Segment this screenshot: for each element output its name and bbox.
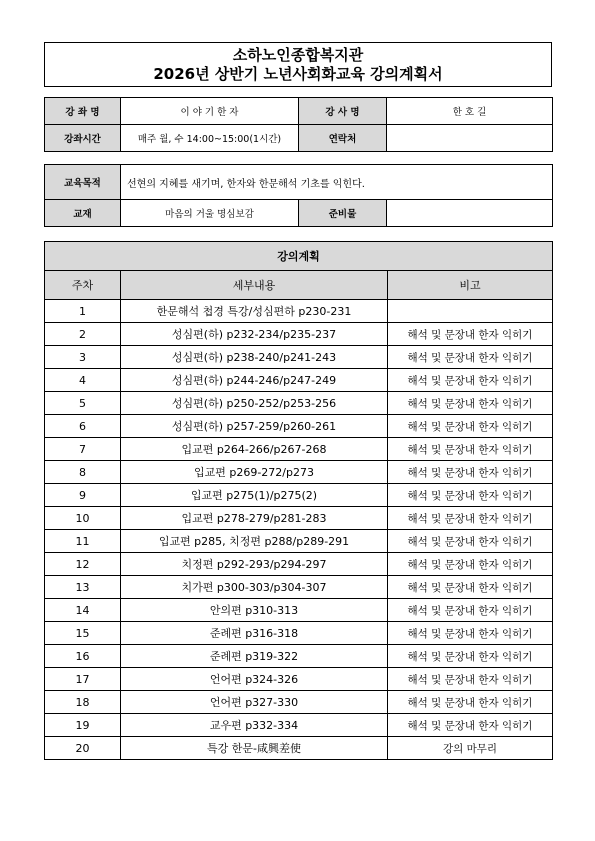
note-cell: 해석 및 문장내 한자 익히기: [388, 346, 553, 369]
plan-row: [45, 668, 553, 691]
week-cell: 2: [45, 323, 121, 346]
week-cell: 6: [45, 415, 121, 438]
textbook-value: 마음의 거울 명심보감: [121, 200, 299, 227]
col-week-header: 주차: [45, 271, 121, 300]
content-cell: 성심편(하) p244-246/p247-249: [121, 369, 388, 392]
week-cell: 14: [45, 599, 121, 622]
teacher-name-label: 강 사 명: [299, 98, 387, 125]
note-cell: 해석 및 문장내 한자 익히기: [388, 438, 553, 461]
week-cell: 16: [45, 645, 121, 668]
plan-row: [45, 530, 553, 553]
plan-row: [45, 737, 553, 760]
plan-row: [45, 576, 553, 599]
note-cell: 해석 및 문장내 한자 익히기: [388, 668, 553, 691]
content-cell: 준례편 p319-322: [121, 645, 388, 668]
plan-row: [45, 369, 553, 392]
week-cell: 17: [45, 668, 121, 691]
week-cell: 4: [45, 369, 121, 392]
week-cell: 11: [45, 530, 121, 553]
content-cell: 성심편(하) p250-252/p253-256: [121, 392, 388, 415]
content-cell: 입교편 p275(1)/p275(2): [121, 484, 388, 507]
document-title: [44, 42, 552, 87]
content-cell: 입교편 p285, 치정편 p288/p289-291: [121, 530, 388, 553]
content-cell: 치가편 p300-303/p304-307: [121, 576, 388, 599]
lecture-time-label: 강좌시간: [45, 125, 121, 152]
plan-row: [45, 645, 553, 668]
week-cell: 1: [45, 300, 121, 323]
week-cell: 3: [45, 346, 121, 369]
note-cell: 해석 및 문장내 한자 익히기: [388, 369, 553, 392]
contact-label: 연락처: [299, 125, 387, 152]
note-cell: 해석 및 문장내 한자 익히기: [388, 553, 553, 576]
content-cell: 한문해석 첩경 특강/성심편하 p230-231: [121, 300, 388, 323]
note-cell: 해석 및 문장내 한자 익히기: [388, 461, 553, 484]
lecture-plan-table: [44, 241, 553, 760]
week-cell: 12: [45, 553, 121, 576]
lecture-name-value: 이 야 기 한 자: [121, 98, 299, 125]
week-cell: 9: [45, 484, 121, 507]
goal-info-table: [44, 164, 553, 227]
note-cell: 해석 및 문장내 한자 익히기: [388, 415, 553, 438]
lecture-name-label: 강 좌 명: [45, 98, 121, 125]
content-cell: 안의편 p310-313: [121, 599, 388, 622]
note-cell: 해석 및 문장내 한자 익히기: [388, 599, 553, 622]
content-cell: 성심편(하) p257-259/p260-261: [121, 415, 388, 438]
plan-row: [45, 622, 553, 645]
note-cell: 해석 및 문장내 한자 익히기: [388, 645, 553, 668]
goal-value: 선현의 지혜를 새기며, 한자와 한문해석 기초를 익힌다.: [121, 165, 553, 200]
week-cell: 10: [45, 507, 121, 530]
textbook-label: 교재: [45, 200, 121, 227]
content-cell: 언어편 p324-326: [121, 668, 388, 691]
plan-row: [45, 323, 553, 346]
goal-label: 교육목적: [45, 165, 121, 200]
col-content-header: 세부내용: [121, 271, 388, 300]
content-cell: 특강 한문-咸興差使: [121, 737, 388, 760]
note-cell: 해석 및 문장내 한자 익히기: [388, 691, 553, 714]
week-cell: 5: [45, 392, 121, 415]
content-cell: 입교편 p278-279/p281-283: [121, 507, 388, 530]
plan-row: [45, 553, 553, 576]
week-cell: 7: [45, 438, 121, 461]
plan-row: [45, 599, 553, 622]
plan-row: [45, 346, 553, 369]
content-cell: 교우편 p332-334: [121, 714, 388, 737]
content-cell: 준례편 p316-318: [121, 622, 388, 645]
note-cell: 해석 및 문장내 한자 익히기: [388, 507, 553, 530]
prep-value: [387, 200, 553, 227]
title-line-1: 소하노인종합복지관: [232, 46, 364, 64]
plan-row: [45, 438, 553, 461]
note-cell: 해석 및 문장내 한자 익히기: [388, 576, 553, 599]
prep-label: 준비물: [299, 200, 387, 227]
col-note-header: 비고: [388, 271, 553, 300]
note-cell: 해석 및 문장내 한자 익히기: [388, 484, 553, 507]
lecture-info-table: [44, 97, 553, 152]
plan-row: [45, 507, 553, 530]
plan-row: [45, 415, 553, 438]
content-cell: 성심편(하) p238-240/p241-243: [121, 346, 388, 369]
week-cell: 15: [45, 622, 121, 645]
note-cell: 강의 마무리: [388, 737, 553, 760]
plan-title: 강의계획: [45, 242, 553, 271]
content-cell: 입교편 p269-272/p273: [121, 461, 388, 484]
week-cell: 19: [45, 714, 121, 737]
content-cell: 언어편 p327-330: [121, 691, 388, 714]
note-cell: 해석 및 문장내 한자 익히기: [388, 530, 553, 553]
plan-row: [45, 484, 553, 507]
teacher-name-value: 한 호 길: [387, 98, 553, 125]
content-cell: 치정편 p292-293/p294-297: [121, 553, 388, 576]
note-cell: 해석 및 문장내 한자 익히기: [388, 714, 553, 737]
note-cell: 해석 및 문장내 한자 익히기: [388, 392, 553, 415]
note-cell: 해석 및 문장내 한자 익히기: [388, 323, 553, 346]
title-line-2: 2026년 상반기 노년사회화교육 강의계획서: [153, 65, 443, 83]
contact-value: [387, 125, 553, 152]
note-cell: [388, 300, 553, 323]
plan-row: [45, 714, 553, 737]
lecture-time-value: 매주 월, 수 14:00~15:00(1시간): [121, 125, 299, 152]
plan-row: [45, 461, 553, 484]
note-cell: 해석 및 문장내 한자 익히기: [388, 622, 553, 645]
plan-row: [45, 392, 553, 415]
plan-row: [45, 691, 553, 714]
plan-row: [45, 300, 553, 323]
content-cell: 입교편 p264-266/p267-268: [121, 438, 388, 461]
week-cell: 18: [45, 691, 121, 714]
week-cell: 20: [45, 737, 121, 760]
week-cell: 8: [45, 461, 121, 484]
week-cell: 13: [45, 576, 121, 599]
content-cell: 성심편(하) p232-234/p235-237: [121, 323, 388, 346]
